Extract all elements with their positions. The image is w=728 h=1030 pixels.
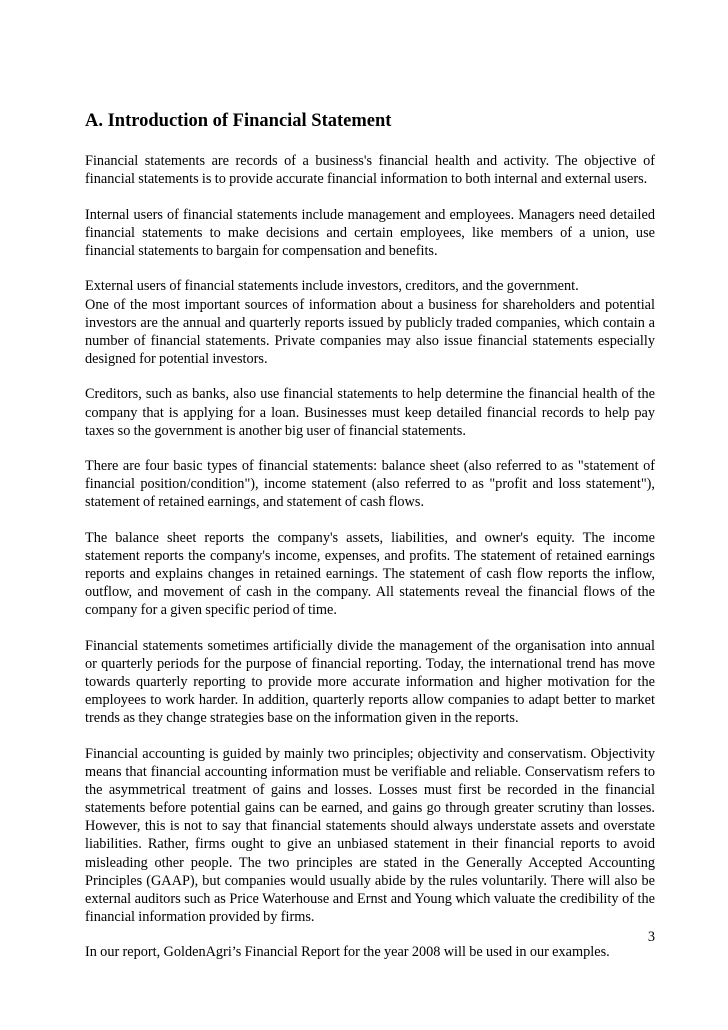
document-page (85, 0, 655, 1030)
section-heading: A. Introduction of Financial Statement (85, 111, 392, 131)
paragraph-shareholders-investors: One of the most important sources of information about a business for shareholders and potential investors are the annual and quarterly reports issued by publicly traded companies, which contain a number of financial statements. Private companies may also issue financial statements especially designed for potential investors. (85, 296, 655, 367)
paragraph-external-users: External users of financial statements include investors, creditors, and the government. (85, 278, 579, 295)
paragraph-creditors: Creditors, such as banks, also use financial statements to help determine the financial health of the company that is applying for a loan. Businesses must keep detailed financial records to help pay taxes so the government is another big user of financial statements. (85, 386, 655, 439)
paragraph-report-example: In our report, GoldenAgri’s Financial Report for the year 2008 will be used in our examples. (85, 944, 610, 961)
paragraph-four-statement-types: There are four basic types of financial statements: balance sheet (also referred to as "statement of financial position/condition"), income statement (also referred to as "profit and loss statement"), statement of retained earnings, and statement of cash flows. (85, 458, 655, 511)
paragraph-reporting-periods: Financial statements sometimes artificially divide the management of the organisation into annual or quarterly periods for the purpose of financial reporting. Today, the international trend has move towards quarterly reporting to provide more accurate information and higher motivation for the employees to work harder. In addition, quarterly reports allow companies to adapt better to market trends as they change strategies base on the information given in the reports. (85, 637, 655, 727)
body-text (85, 152, 655, 979)
paragraph-statement-descriptions: The balance sheet reports the company's assets, liabilities, and owner's equity. The income statement reports the company's income, expenses, and profits. The statement of retained earnings reports and explains changes in retained earnings. The statement of cash flow reports the inflow, outflow, and movement of cash in the company. All statements reveal the financial flows of the company for a given specific period of time. (85, 530, 655, 619)
page-number: 3 (647, 929, 655, 945)
paragraph-accounting-principles: Financial accounting is guided by mainly two principles; objectivity and conservatism. Objectivity means that financial accounting information must be verifiable and reliable. Conservatism refers to the asymmetrical treatment of gains and losses. Losses must first be recorded in the financial statements before potential gains can be earned, and gains go through greater scrutiny than losses. However, this is not to say that financial statements should always understate assets and overstate liabilities. Rather, firms ought to give an unbiased statement in their financial reports to avoid misleading other people. The two principles are stated in the Generally Accepted Accounting Principles (GAAP), but companies would usually abide by the rules voluntarily. There will also be external auditors such as Price Waterhouse and Ernst and Young which valuate the credibility of the financial information provided by firms. (85, 745, 655, 925)
paragraph-internal-users: Internal users of financial statements include management and employees. Managers need detailed financial statements to make decisions and certain employees, like members of a union, use financial statements to bargain for compensation and benefits. (85, 206, 655, 259)
paragraph-financial-statements-definition: Financial statements are records of a business's financial health and activity. The objective of financial statements is to provide accurate financial information to both internal and external users. (85, 153, 655, 188)
